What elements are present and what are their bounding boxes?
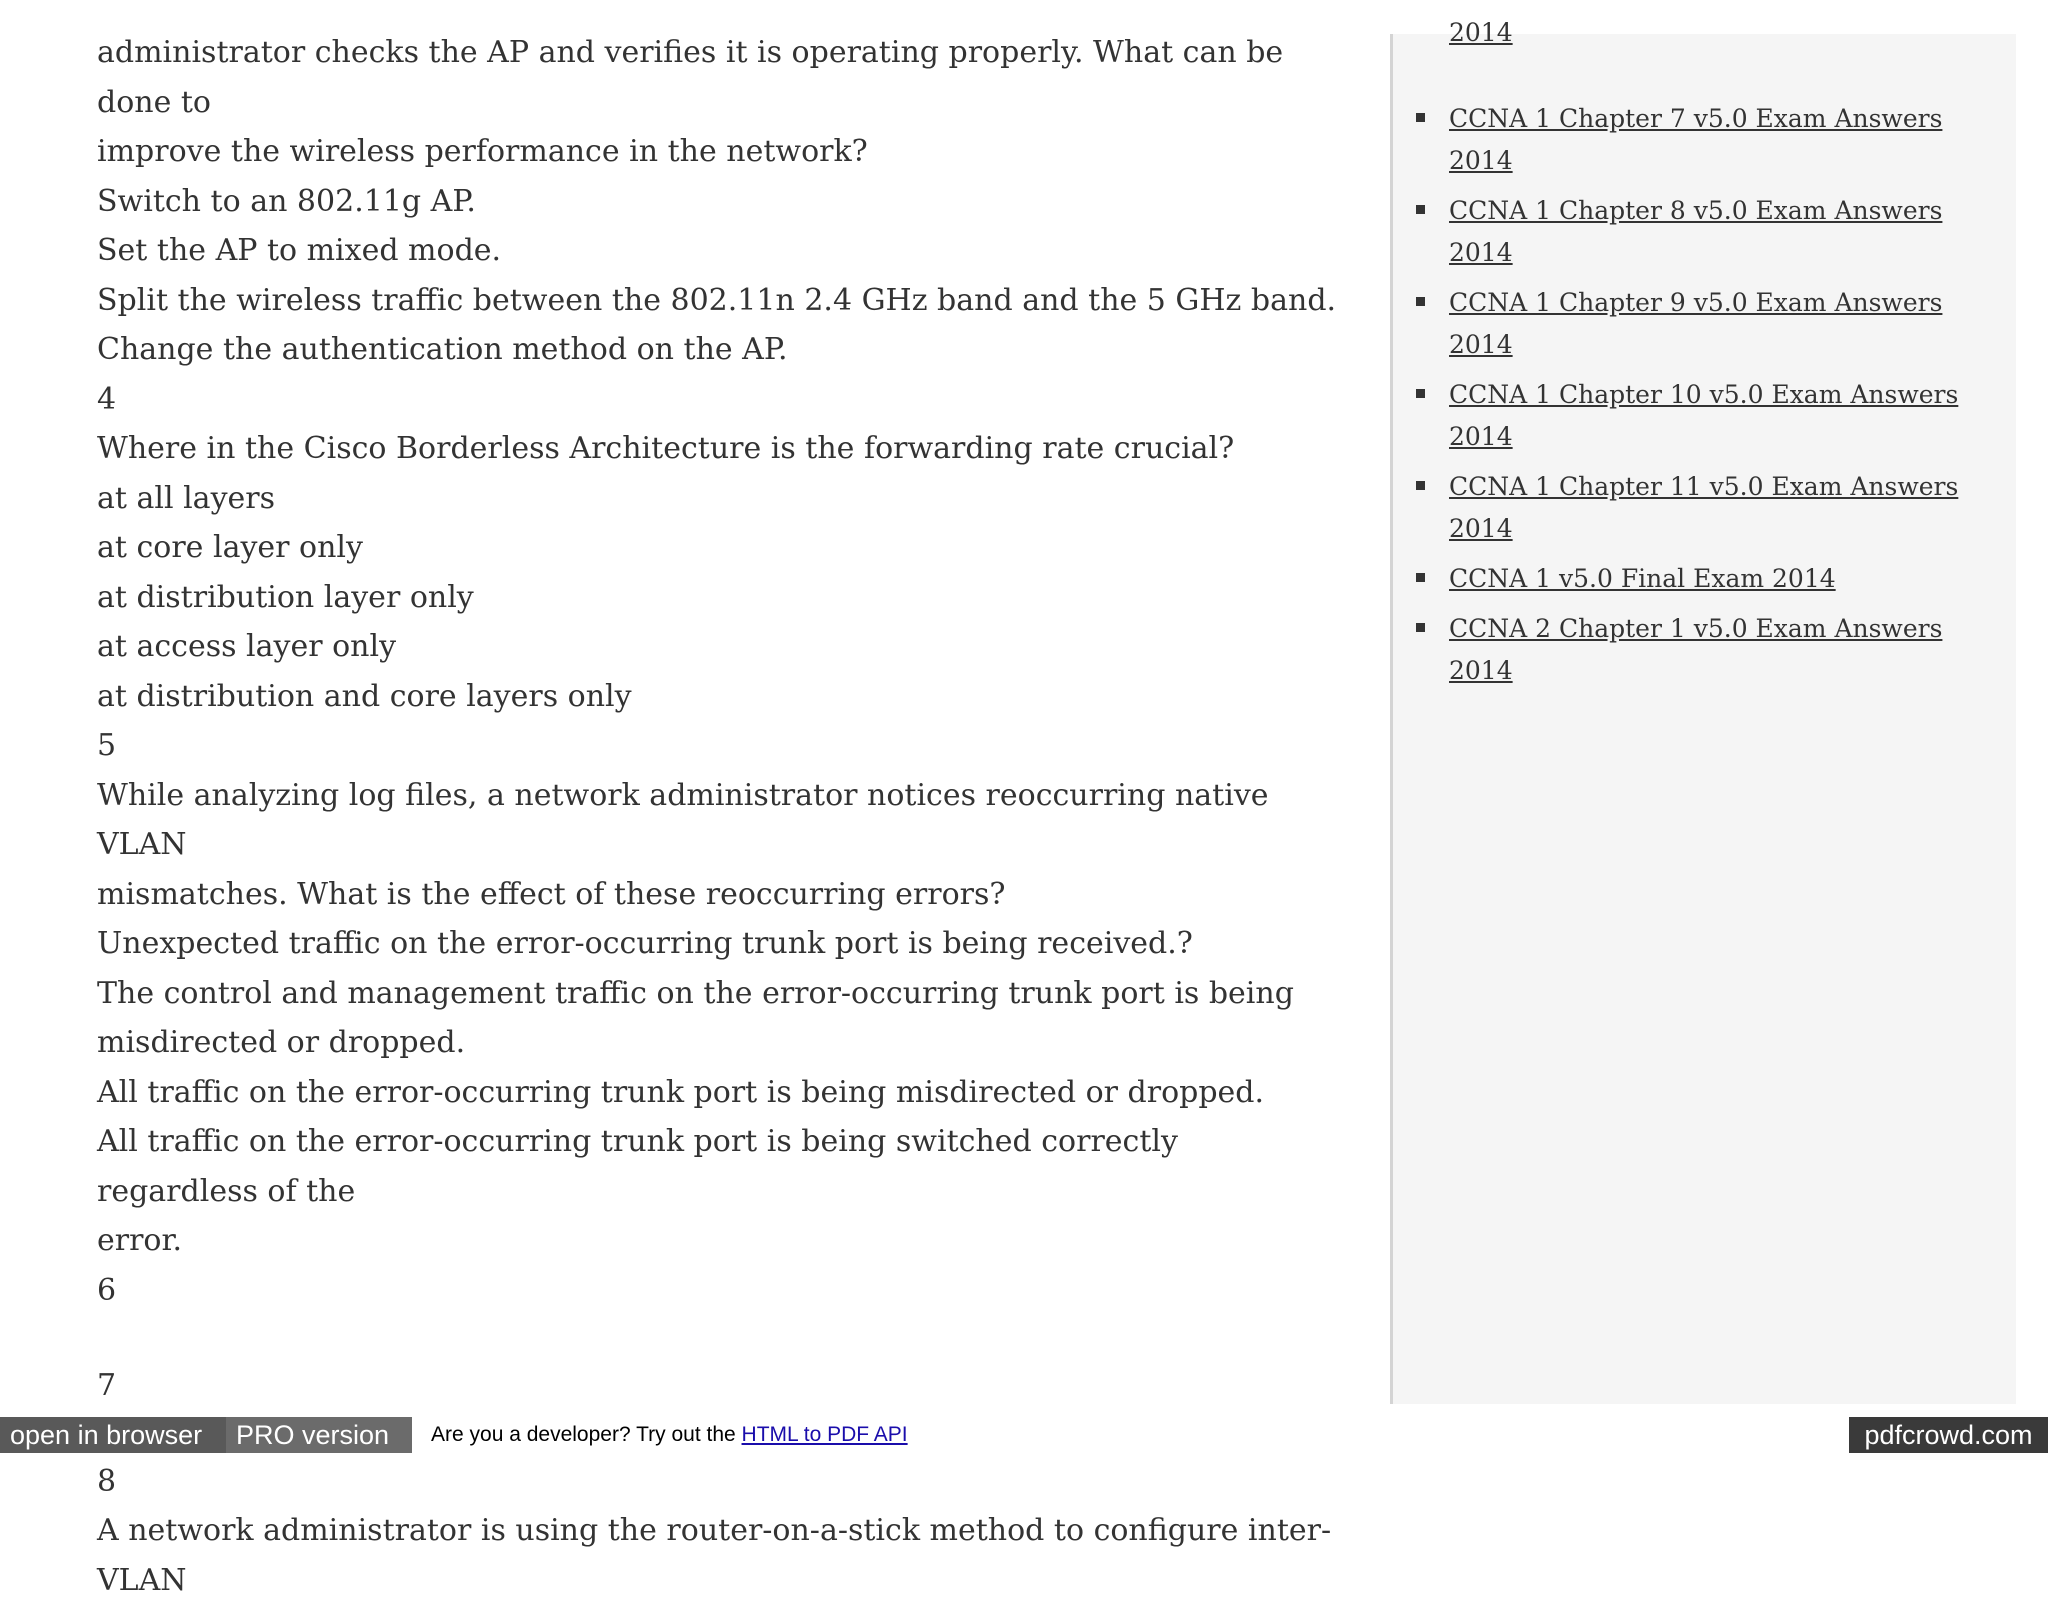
question-text: A network administrator is using the router-on-a-stick method to configure inter-VLAN bbox=[97, 1513, 1332, 1598]
answer-option: misdirected or dropped. bbox=[97, 1025, 466, 1060]
answer-option: All traffic on the error-occurring trunk port is being switched correctly regardless of the bbox=[97, 1124, 1178, 1209]
sidebar-list-item bbox=[1449, 466, 1989, 550]
question-number: 4 bbox=[97, 381, 117, 417]
sidebar-link-cut[interactable]: 2014 bbox=[1449, 18, 1513, 47]
question-text: While analyzing log files, a network administrator notices reoccurring native VLAN bbox=[97, 777, 1269, 862]
pro-version-button[interactable]: PRO version bbox=[226, 1417, 412, 1453]
main-content bbox=[97, 28, 1347, 1605]
open-in-browser-button[interactable]: open in browser bbox=[0, 1417, 226, 1453]
answer-option: Unexpected traffic on the error-occurring trunk port is being received.? bbox=[97, 926, 1193, 961]
answer-option: at distribution and core layers only bbox=[97, 678, 632, 714]
question-number: 7 bbox=[97, 1368, 117, 1403]
question-number: 8 bbox=[97, 1463, 117, 1499]
sidebar-link[interactable]: CCNA 1 Chapter 11 v5.0 Exam Answers 2014 bbox=[1449, 472, 1959, 543]
developer-promo bbox=[431, 1417, 908, 1453]
sidebar-list-item bbox=[1449, 282, 1989, 366]
sidebar-link[interactable]: CCNA 2 Chapter 1 v5.0 Exam Answers 2014 bbox=[1449, 614, 1943, 685]
sidebar bbox=[1390, 18, 2016, 1404]
answer-option: Split the wireless traffic between the 802.11n 2.4 GHz band and the 5 GHz band. bbox=[97, 282, 1337, 318]
question-number: 6 bbox=[97, 1272, 117, 1308]
square-bullet-icon bbox=[1416, 205, 1425, 214]
text-line: administrator checks the AP and verifies it is operating properly. What can be done to bbox=[97, 35, 1284, 120]
answer-option: at core layer only bbox=[97, 530, 363, 565]
sidebar-link[interactable]: CCNA 1 v5.0 Final Exam 2014 bbox=[1449, 564, 1836, 593]
question-text: mismatches. What is the effect of these reoccurring errors? bbox=[97, 876, 1006, 912]
square-bullet-icon bbox=[1416, 573, 1425, 582]
square-bullet-icon bbox=[1416, 113, 1425, 122]
answer-option: All traffic on the error-occurring trunk port is being misdirected or dropped. bbox=[97, 1074, 1265, 1110]
pdfcrowd-footer bbox=[0, 1417, 2048, 1453]
sidebar-link-list bbox=[1449, 98, 1989, 700]
sidebar-link[interactable]: CCNA 1 Chapter 9 v5.0 Exam Answers 2014 bbox=[1449, 288, 1943, 359]
sidebar-list-item bbox=[1449, 608, 1989, 692]
answer-option: at access layer only bbox=[97, 629, 397, 664]
question-text: Where in the Cisco Borderless Architecture is the forwarding rate crucial? bbox=[97, 431, 1235, 466]
pdfcrowd-brand-link[interactable]: pdfcrowd.com bbox=[1849, 1417, 2048, 1453]
answer-option: at all layers bbox=[97, 480, 276, 516]
sidebar-list-item bbox=[1449, 190, 1989, 274]
answer-option: at distribution layer only bbox=[97, 579, 474, 615]
sidebar-list-item bbox=[1449, 558, 1989, 600]
answer-option: Switch to an 802.11g AP. bbox=[97, 183, 476, 219]
square-bullet-icon bbox=[1416, 297, 1425, 306]
sidebar-list-item bbox=[1449, 98, 1989, 182]
answer-option: The control and management traffic on the error-occurring trunk port is being bbox=[97, 975, 1294, 1011]
html-to-pdf-api-link[interactable]: HTML to PDF API bbox=[741, 1423, 908, 1446]
question-number: 5 bbox=[97, 728, 117, 763]
answer-option: Change the authentication method on the AP. bbox=[97, 332, 788, 367]
sidebar-link[interactable]: CCNA 1 Chapter 10 v5.0 Exam Answers 2014 bbox=[1449, 380, 1959, 451]
sidebar-list-item bbox=[1449, 374, 1989, 458]
sidebar-link[interactable]: CCNA 1 Chapter 7 v5.0 Exam Answers 2014 bbox=[1449, 104, 1943, 175]
answer-option: Set the AP to mixed mode. bbox=[97, 233, 502, 268]
developer-promo-text: Are you a developer? Try out the bbox=[431, 1423, 742, 1446]
answer-option: error. bbox=[97, 1223, 183, 1258]
square-bullet-icon bbox=[1416, 623, 1425, 632]
text-line: improve the wireless performance in the network? bbox=[97, 134, 868, 169]
sidebar-link[interactable]: CCNA 1 Chapter 8 v5.0 Exam Answers 2014 bbox=[1449, 196, 1943, 267]
square-bullet-icon bbox=[1416, 389, 1425, 398]
spacer bbox=[97, 1315, 1347, 1361]
square-bullet-icon bbox=[1416, 481, 1425, 490]
